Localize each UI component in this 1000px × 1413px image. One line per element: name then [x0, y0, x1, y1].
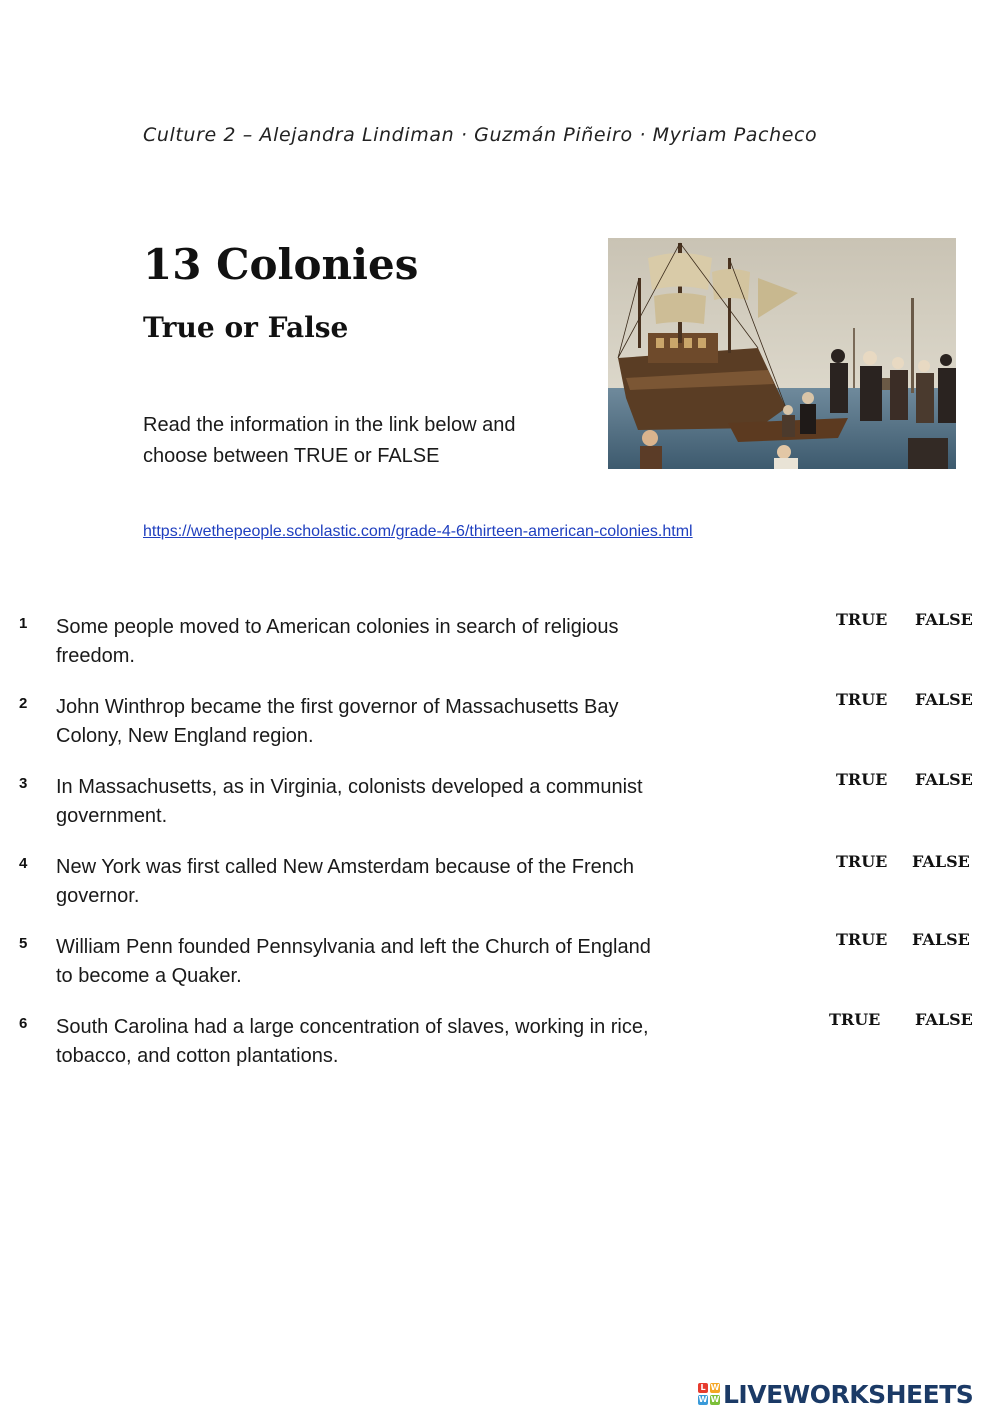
question-text: Some people moved to American colonies in search of religious freedom. [56, 616, 619, 667]
question-number: 1 [19, 615, 28, 632]
question-text: William Penn founded Pennsylvania and left the Church of England to become a Quaker. [56, 936, 651, 987]
worksheet-title: 13 Colonies [143, 240, 419, 289]
question-text: In Massachusetts, as in Virginia, colonists developed a communist government. [56, 776, 643, 827]
worksheet-subtitle: True or False [143, 311, 349, 344]
logo-tile: W [710, 1395, 720, 1404]
liveworksheets-logo-text: LIVEWORKSHEETS [723, 1379, 974, 1409]
logo-tile: W [710, 1383, 720, 1392]
true-option[interactable]: TRUE [836, 930, 888, 949]
question-number: 2 [19, 695, 28, 712]
question-number: 3 [19, 775, 28, 792]
false-option[interactable]: FALSE [912, 852, 970, 871]
question-text: John Winthrop became the first governor of Massachusetts Bay Colony, New England region. [56, 696, 619, 747]
question-number: 5 [19, 935, 28, 952]
false-option[interactable]: FALSE [915, 690, 973, 709]
false-option[interactable]: FALSE [915, 1010, 973, 1029]
liveworksheets-logo-mark [698, 1383, 720, 1405]
true-option[interactable]: TRUE [829, 1010, 881, 1029]
question-number: 4 [19, 855, 28, 872]
question-row [0, 930, 1000, 1013]
question-row [0, 770, 1000, 853]
false-option[interactable]: FALSE [912, 930, 970, 949]
logo-tile: L [698, 1383, 708, 1393]
question-text: New York was first called New Amsterdam because of the French governor. [56, 856, 635, 907]
pilgrims-ship-painting [608, 238, 956, 469]
true-option[interactable]: TRUE [836, 852, 888, 871]
question-row [0, 853, 1000, 933]
true-option[interactable]: TRUE [836, 770, 888, 789]
question-row [0, 1010, 1000, 1093]
true-option[interactable]: TRUE [836, 690, 888, 709]
liveworksheets-logo [698, 1376, 973, 1412]
credit-line: Culture 2 – Alejandra Lindiman · Guzmán Piñeiro · Myriam Pacheco [143, 124, 818, 146]
question-text: South Carolina had a large concentration of slaves, working in rice, tobacco, and cotton plantations. [56, 1016, 649, 1067]
question-row [0, 690, 1000, 773]
reference-link[interactable]: https://wethepeople.scholastic.com/grade-4-6/thirteen-american-colonies.html [143, 523, 693, 540]
question-row [0, 610, 1000, 693]
true-option[interactable]: TRUE [836, 610, 888, 629]
instructions: Read the information in the link below and choose between TRUE or FALSE [143, 414, 516, 467]
false-option[interactable]: FALSE [915, 770, 973, 789]
false-option[interactable]: FALSE [915, 610, 973, 629]
question-number: 6 [19, 1015, 28, 1032]
logo-tile: W [698, 1395, 708, 1404]
